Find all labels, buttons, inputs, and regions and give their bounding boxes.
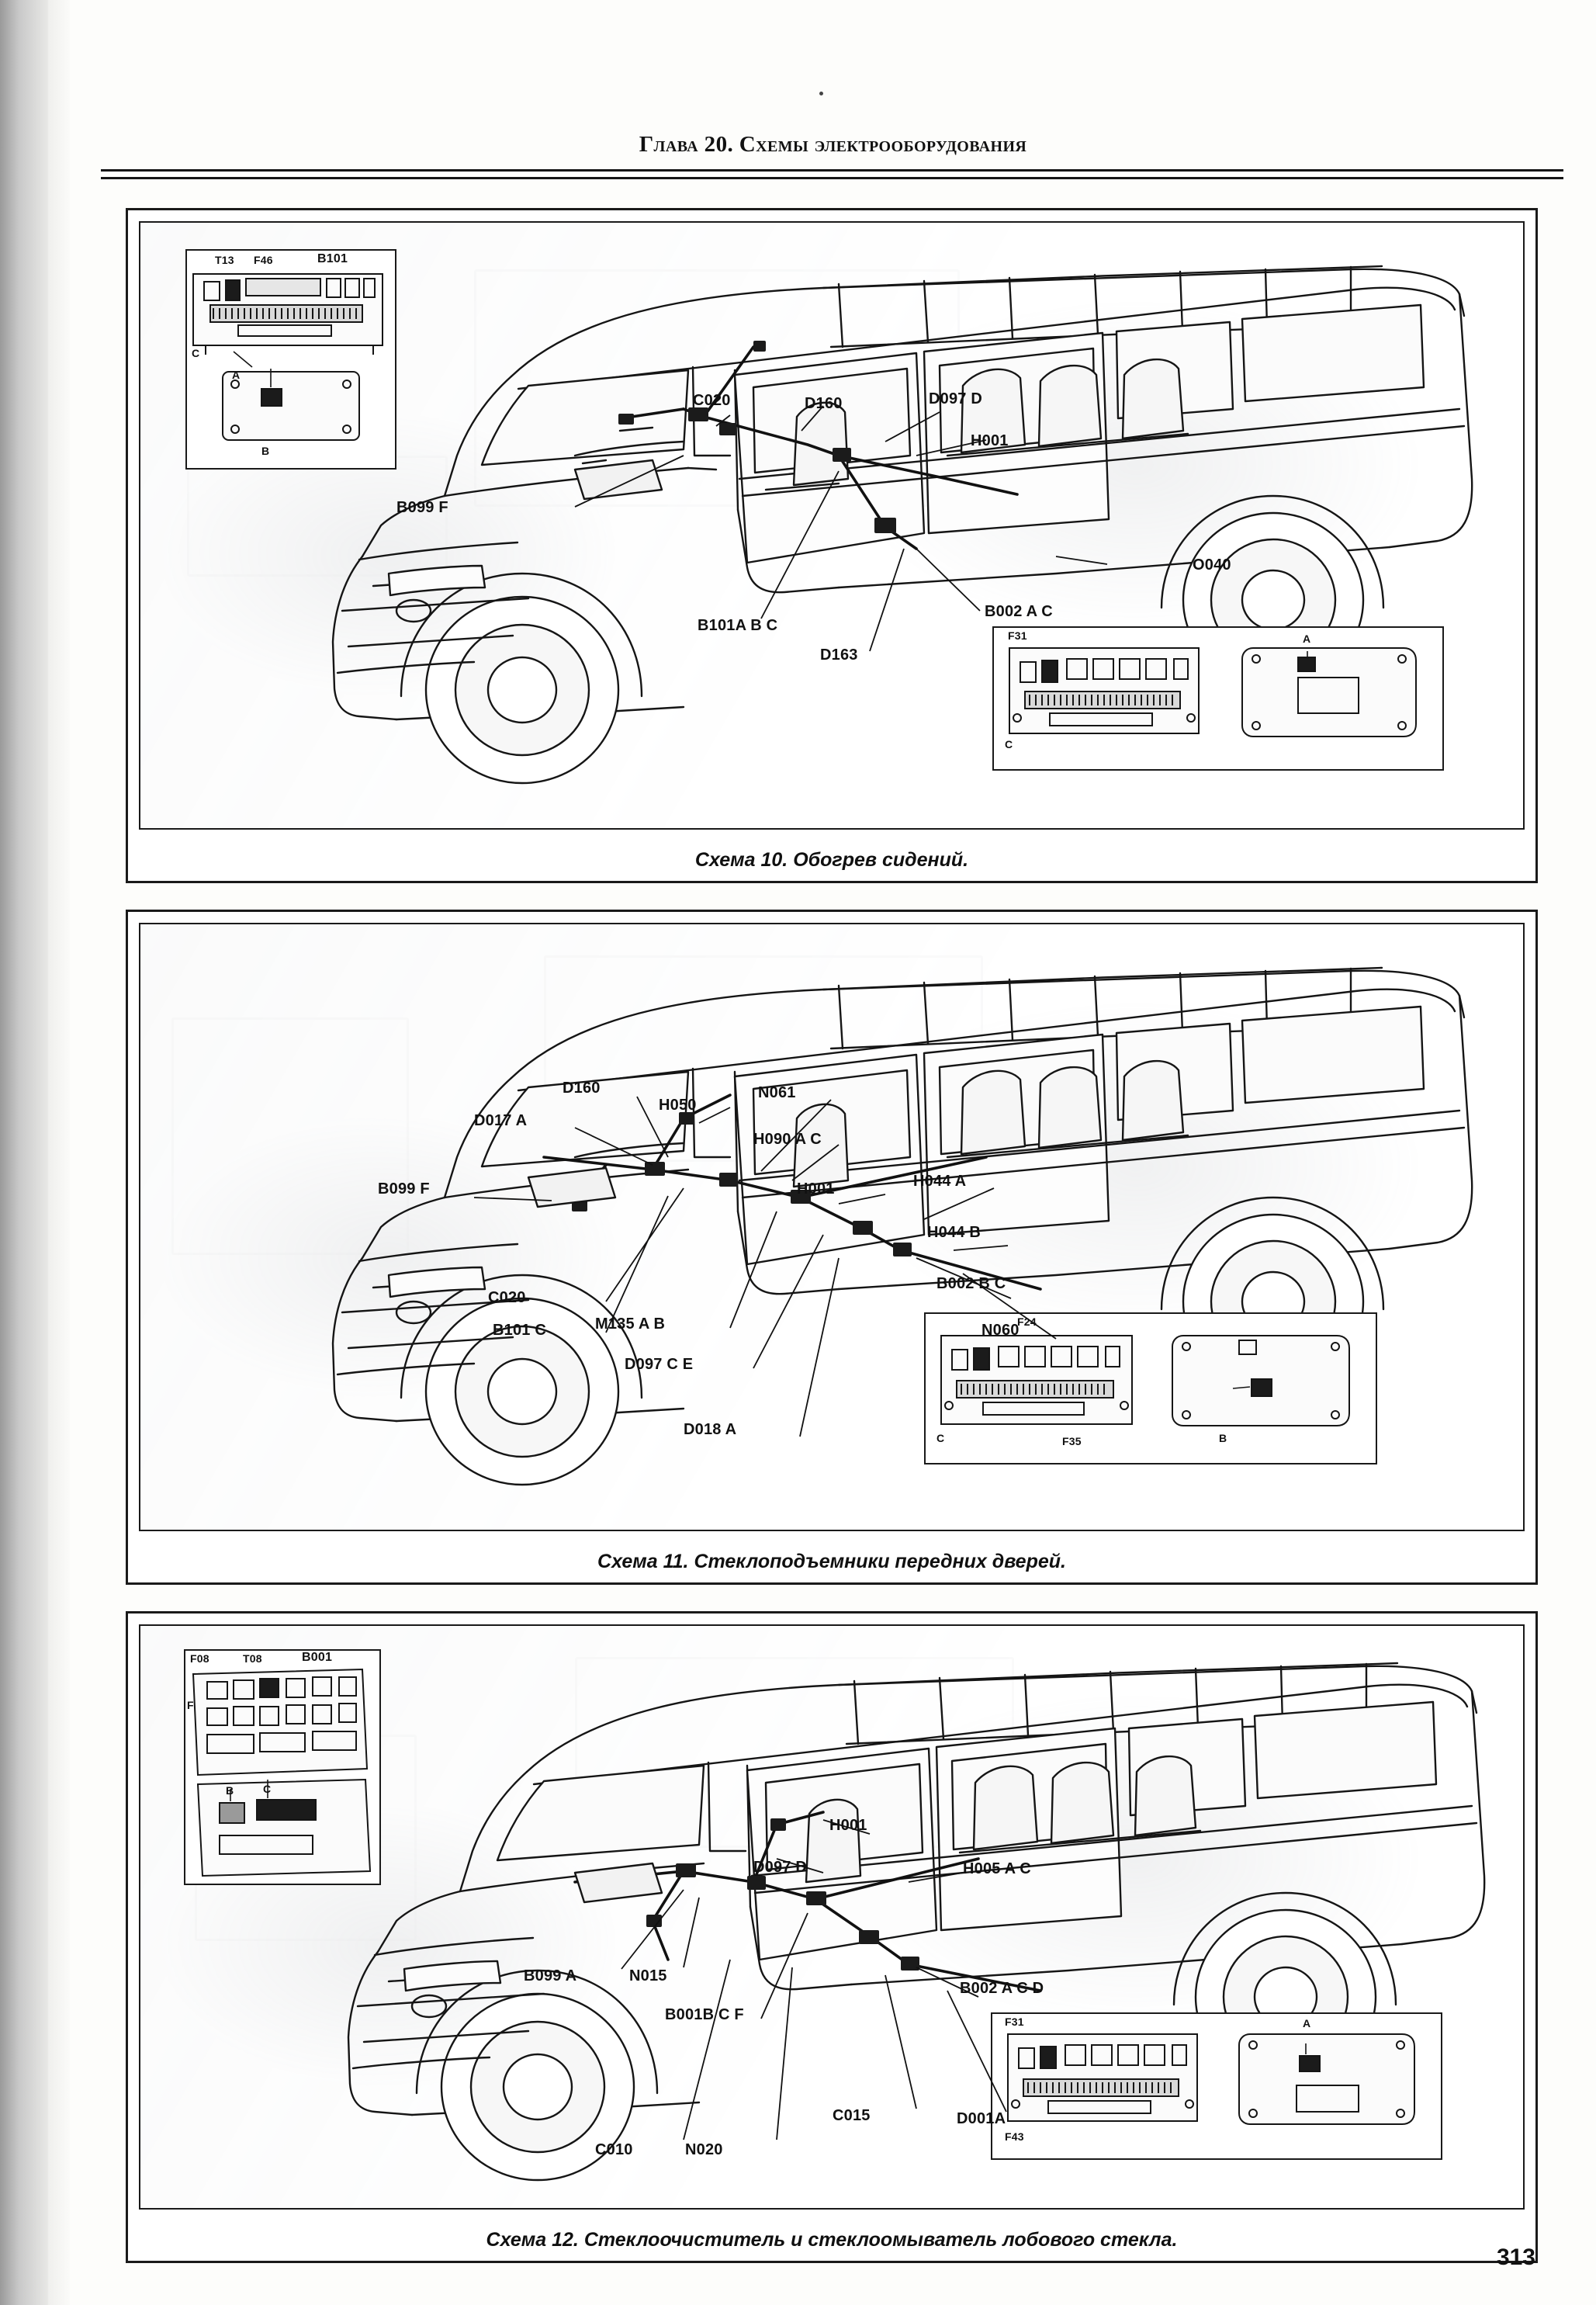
callout-b002-acd: B002 A C D xyxy=(960,1980,1044,1997)
inset-label-f24: F24 xyxy=(1017,1315,1037,1328)
callout-c010: C010 xyxy=(595,2141,633,2158)
callout-h044-b: H044 B xyxy=(927,1224,981,1241)
callout-d097-d: D097 D xyxy=(753,1859,808,1876)
inset-label-t08: T08 xyxy=(243,1652,262,1665)
inset-label-f46: F46 xyxy=(254,254,273,266)
callout-d018-a: D018 A xyxy=(684,1421,737,1438)
chapter-heading: Глава 20. Схемы электрооборудования xyxy=(639,132,1027,157)
callout-leaders xyxy=(140,924,1525,1514)
callout-h001: H001 xyxy=(971,432,1009,449)
callout-h044-a: H044 A xyxy=(913,1173,967,1190)
callout-n020: N020 xyxy=(685,2141,723,2158)
callout-c020: C020 xyxy=(488,1289,526,1306)
inset-label-b101: B101 xyxy=(317,252,348,265)
page-number: 313 xyxy=(1496,2244,1535,2270)
inset-label-b001: B001 xyxy=(302,1651,333,1664)
callout-d001a: D001A xyxy=(957,2110,1006,2127)
book-binding-shadow xyxy=(0,0,48,2305)
callout-d163: D163 xyxy=(820,646,858,664)
callout-d097-ce: D097 C E xyxy=(625,1356,694,1373)
inset-label-a: A xyxy=(1303,2017,1311,2029)
callout-d097-d: D097 D xyxy=(929,390,983,407)
inset-label-a: A xyxy=(232,369,241,381)
callout-b099-a: B099 A xyxy=(524,1967,577,1984)
callout-d160: D160 xyxy=(805,395,843,412)
callout-b101-c: B101 C xyxy=(493,1322,547,1339)
inset-label-c: C xyxy=(263,1783,272,1795)
inset-label-f43: F43 xyxy=(1005,2130,1024,2143)
callout-c015: C015 xyxy=(833,2107,871,2124)
inset-label-f08: F08 xyxy=(190,1652,209,1665)
callout-n060: N060 xyxy=(981,1322,1020,1339)
callout-h001: H001 xyxy=(797,1180,835,1198)
inset-label-b: B xyxy=(1219,1432,1227,1444)
callout-c020: C020 xyxy=(693,392,731,409)
callout-b099-f: B099 F xyxy=(378,1180,430,1198)
callout-b002-ac: B002 A C xyxy=(985,603,1053,620)
callout-m135-ab: M135 A B xyxy=(595,1315,666,1333)
inset-label-f31: F31 xyxy=(1005,2016,1024,2028)
inset-label-f35: F35 xyxy=(1062,1435,1082,1447)
inset-label-b: B xyxy=(226,1784,234,1797)
inset-label-f: F xyxy=(187,1699,194,1711)
callout-b101abc: B101A B C xyxy=(698,617,778,634)
figure-scheme-11 xyxy=(126,910,1538,1585)
callout-o040: O040 xyxy=(1193,556,1231,574)
figure-caption-scheme-12: Схема 12. Стеклоочиститель и стеклоомыватель лобового стекла. xyxy=(486,2229,1178,2251)
callout-h001: H001 xyxy=(829,1817,867,1834)
callout-b001bcf: B001B C F xyxy=(665,2006,744,2023)
callout-d160: D160 xyxy=(563,1080,601,1097)
figure-scheme-10-image xyxy=(139,221,1525,830)
callout-h005-ac: H005 A C xyxy=(963,1860,1031,1877)
callout-leaders xyxy=(140,223,1525,813)
header-rule xyxy=(101,169,1563,179)
callout-n015: N015 xyxy=(629,1967,667,1984)
inset-label-c: C xyxy=(936,1432,945,1444)
figure-scheme-12 xyxy=(126,1611,1538,2263)
callout-n061: N061 xyxy=(758,1084,796,1101)
print-mark xyxy=(819,92,823,95)
callout-d017-a: D017 A xyxy=(474,1112,528,1129)
inset-label-b: B xyxy=(261,445,270,457)
figure-scheme-12-image xyxy=(139,1624,1525,2210)
figure-scheme-10 xyxy=(126,208,1538,883)
inset-label-f31: F31 xyxy=(1008,629,1027,642)
inset-label-c: C xyxy=(1005,738,1013,750)
callout-h050: H050 xyxy=(659,1097,697,1114)
callout-b099-f: B099 F xyxy=(396,499,448,516)
callout-b002-bc: B002 B C xyxy=(936,1275,1006,1292)
page-content xyxy=(70,0,1596,2305)
inset-label-c: C xyxy=(192,347,200,359)
figure-caption-scheme-10: Схема 10. Обогрев сидений. xyxy=(694,849,969,871)
figure-scheme-11-image xyxy=(139,923,1525,1531)
inset-label-a: A xyxy=(1303,633,1311,645)
inset-label-t13: T13 xyxy=(215,254,234,266)
book-gutter xyxy=(48,0,70,2305)
figure-caption-scheme-11: Схема 11. Стеклоподъемники передних дверей. xyxy=(597,1551,1066,1572)
callout-h090-ac: H090 A C xyxy=(753,1131,822,1148)
